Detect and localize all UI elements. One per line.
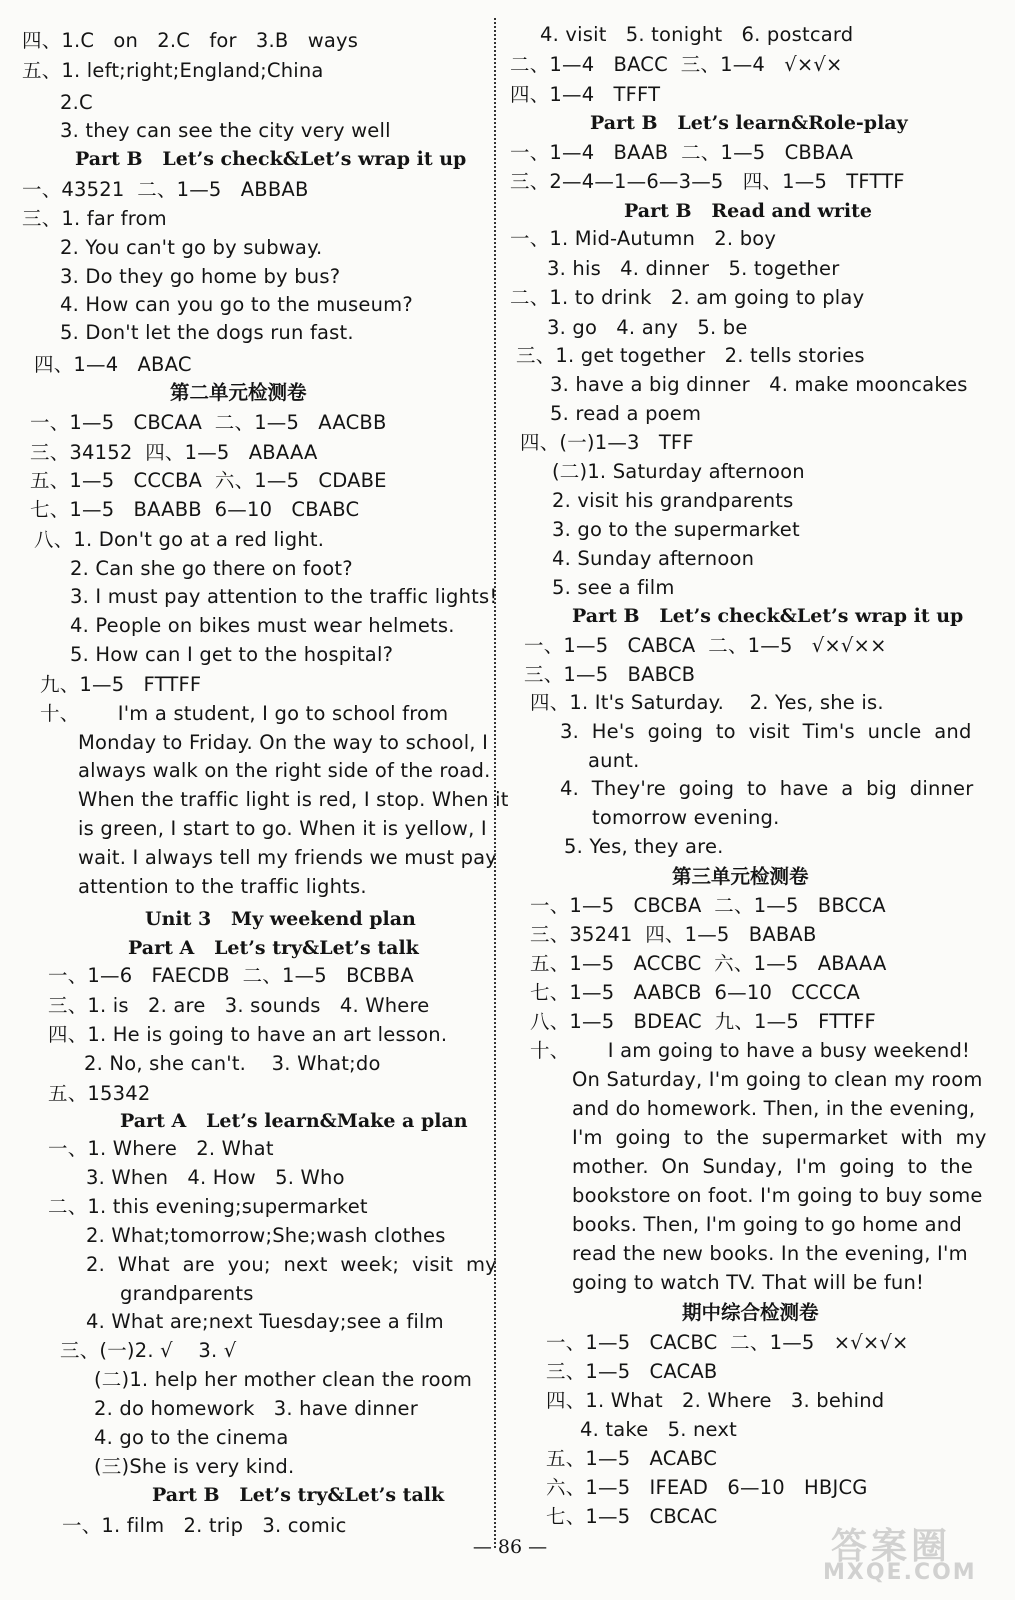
section-heading: Part A Let’s learn&Make a plan xyxy=(120,1110,468,1132)
answer-line: 2. You can't go by subway. xyxy=(60,236,323,259)
answer-line: 2.C xyxy=(60,91,93,114)
section-heading: 期中综合检测卷 xyxy=(682,1301,819,1324)
answer-line: going to watch TV. That will be fun! xyxy=(572,1271,925,1294)
answer-line: 5. How can I get to the hospital? xyxy=(70,643,394,666)
answer-line: 2. do homework 3. have dinner xyxy=(94,1397,418,1420)
answer-line: 二、1—4 BACC 三、1—4 √×√× xyxy=(510,53,843,76)
answer-line: 八、1—5 BDEAC 九、1—5 FTTFF xyxy=(530,1010,876,1033)
answer-line: 3. his 4. dinner 5. together xyxy=(547,257,840,280)
answer-line: (二)1. Saturday afternoon xyxy=(552,460,805,483)
section-heading: Part B Let’s learn&Role-play xyxy=(590,112,908,134)
answer-line: 五、15342 xyxy=(48,1082,151,1105)
answer-line: 七、1—5 CBCAC xyxy=(546,1505,718,1528)
answer-line: 三、(一)2. √ 3. √ xyxy=(60,1339,237,1362)
answer-line: 四、(一)1—3 TFF xyxy=(520,431,694,454)
answer-line: 4. How can you go to the museum? xyxy=(60,293,413,316)
answer-line: On Saturday, I'm going to clean my room xyxy=(572,1068,983,1091)
answer-line: Monday to Friday. On the way to school, I xyxy=(78,731,489,754)
section-heading: Part B Let’s try&Let’s talk xyxy=(152,1484,445,1506)
answer-line: 3. He's going to visit Tim's uncle and xyxy=(560,720,972,743)
answer-line: read the new books. In the evening, I'm xyxy=(572,1242,968,1265)
answer-line: 十、 I'm a student, I go to school from xyxy=(40,702,449,725)
answer-line: 5. read a poem xyxy=(550,402,702,425)
answer-line: 四、1. It's Saturday. 2. Yes, she is. xyxy=(530,691,884,714)
answer-line: 一、1—5 CACBC 二、1—5 ×√×√× xyxy=(546,1331,909,1354)
answer-line: 四、1. What 2. Where 3. behind xyxy=(546,1389,885,1412)
answer-line: 3. I must pay attention to the traffic lights! xyxy=(70,585,498,608)
answer-line: 3. When 4. How 5. Who xyxy=(86,1166,345,1189)
answer-line: aunt. xyxy=(588,749,640,772)
answer-line: 3. go 4. any 5. be xyxy=(547,316,748,339)
answer-line: 四、1—4 ABAC xyxy=(34,353,192,376)
answer-line: bookstore on foot. I'm going to buy some xyxy=(572,1184,983,1207)
answer-line: 4. They're going to have a big dinner xyxy=(560,777,974,800)
answer-line: 一、1. film 2. trip 3. comic xyxy=(62,1514,347,1537)
answer-line: 4. Sunday afternoon xyxy=(552,547,755,570)
answer-line: tomorrow evening. xyxy=(592,806,780,829)
section-heading: Part B Read and write xyxy=(624,200,872,222)
answer-line: 三、1—5 BABCB xyxy=(524,663,696,686)
answer-line: 五、1—5 ACCBC 六、1—5 ABAAA xyxy=(530,952,887,975)
answer-line: 4. visit 5. tonight 6. postcard xyxy=(540,23,854,46)
answer-line: books. Then, I'm going to go home and xyxy=(572,1213,962,1236)
answer-line: 七、1—5 BAABB 6—10 CBABC xyxy=(30,498,360,521)
answer-line: 四、1.C on 2.C for 3.B ways xyxy=(22,29,359,52)
answer-line: grandparents xyxy=(120,1282,254,1305)
answer-line: 一、1—5 CBCAA 二、1—5 AACBB xyxy=(30,411,387,434)
answer-line: 三、1. far from xyxy=(22,207,167,230)
answer-line: 五、1—5 ACABC xyxy=(546,1447,718,1470)
answer-line: and do homework. Then, in the evening, xyxy=(572,1097,976,1120)
answer-line: (二)1. help her mother clean the room xyxy=(94,1368,473,1391)
answer-line: 5. Don't let the dogs run fast. xyxy=(60,321,354,344)
answer-line: 六、1—5 IFEAD 6—10 HBJCG xyxy=(546,1476,868,1499)
answer-line: is green, I start to go. When it is yellow, I xyxy=(78,817,487,840)
answer-line: 一、1—5 CABCA 二、1—5 √×√×× xyxy=(524,634,887,657)
answer-line: 八、1. Don't go at a red light. xyxy=(34,528,325,551)
answer-line: 三、1. get together 2. tells stories xyxy=(516,344,865,367)
answer-line: 三、2—4—1—6—3—5 四、1—5 TFTTF xyxy=(510,170,905,193)
answer-line: always walk on the right side of the road. xyxy=(78,759,491,782)
right-column xyxy=(500,0,1015,1600)
answer-line: (三)She is very kind. xyxy=(94,1455,295,1478)
answer-line: I'm going to the supermarket with my xyxy=(572,1126,987,1149)
answer-line: 3. go to the supermarket xyxy=(552,518,800,541)
answer-line: 4. What are;next Tuesday;see a film xyxy=(86,1310,444,1333)
answer-line: When the traffic light is red, I stop. When it xyxy=(78,788,509,811)
answer-line: 3. Do they go home by bus? xyxy=(60,265,341,288)
answer-line: mother. On Sunday, I'm going to the xyxy=(572,1155,973,1178)
section-heading: Part B Let’s check&Let’s wrap it up xyxy=(75,148,467,170)
watermark-logo xyxy=(813,1518,993,1588)
section-heading: 第三单元检测卷 xyxy=(672,865,809,888)
column-divider xyxy=(494,18,496,1548)
answer-line: 2. visit his grandparents xyxy=(552,489,794,512)
answer-line: 四、1—4 TFFT xyxy=(510,83,661,106)
answer-line: 一、1. Mid-Autumn 2. boy xyxy=(510,227,777,250)
answer-line: 2. No, she can't. 3. What;do xyxy=(84,1052,381,1075)
answer-line: 三、34152 四、1—5 ABAAA xyxy=(30,441,318,464)
page-number: — 86 — xyxy=(472,1536,548,1558)
answer-line: 4. take 5. next xyxy=(580,1418,737,1441)
answer-line: 二、1. to drink 2. am going to play xyxy=(510,286,865,309)
answer-line: 4. go to the cinema xyxy=(94,1426,289,1449)
answer-line: 2. What are you; next week; visit my xyxy=(86,1253,497,1276)
answer-line: 2. What;tomorrow;She;wash clothes xyxy=(86,1224,446,1247)
section-heading: Unit 3 My weekend plan xyxy=(145,908,416,930)
answer-line: 一、1. Where 2. What xyxy=(48,1137,274,1160)
watermark-text: 答案圈 xyxy=(831,1526,952,1567)
answer-line: 2. Can she go there on foot? xyxy=(70,557,353,580)
section-heading: Part A Let’s try&Let’s talk xyxy=(128,937,419,959)
watermark-url: MXQE.COM xyxy=(823,1560,977,1585)
answer-line: 一、1—4 BAAB 二、1—5 CBBAA xyxy=(510,141,854,164)
answer-line: 九、1—5 FTTFF xyxy=(40,673,202,696)
answer-line: 三、1. is 2. are 3. sounds 4. Where xyxy=(48,994,430,1017)
answer-line: attention to the traffic lights. xyxy=(78,875,367,898)
answer-line: 十、 I am going to have a busy weekend! xyxy=(530,1039,971,1062)
answer-line: 五、1. left;right;England;China xyxy=(22,59,324,82)
section-heading: Part B Let’s check&Let’s wrap it up xyxy=(572,605,964,627)
answer-line: 五、1—5 CCCBA 六、1—5 CDABE xyxy=(30,469,387,492)
answer-line: 3. have a big dinner 4. make mooncakes xyxy=(550,373,968,396)
answer-line: 一、43521 二、1—5 ABBAB xyxy=(22,178,309,201)
answer-line: 5. see a film xyxy=(552,576,675,599)
answer-line: 4. People on bikes must wear helmets. xyxy=(70,614,455,637)
answer-line: 二、1. this evening;supermarket xyxy=(48,1195,368,1218)
answer-line: 3. they can see the city very well xyxy=(60,119,391,142)
section-heading: 第二单元检测卷 xyxy=(170,381,307,404)
answer-line: 三、35241 四、1—5 BABAB xyxy=(530,923,817,946)
answer-line: wait. I always tell my friends we must pay xyxy=(78,846,498,869)
answer-line: 七、1—5 AABCB 6—10 CCCCA xyxy=(530,981,861,1004)
answer-line: 5. Yes, they are. xyxy=(564,835,724,858)
answer-line: 四、1. He is going to have an art lesson. xyxy=(48,1023,448,1046)
answer-line: 三、1—5 CACAB xyxy=(546,1360,718,1383)
answer-line: 一、1—6 FAECDB 二、1—5 BCBBA xyxy=(48,964,414,987)
answer-line: 一、1—5 CBCBA 二、1—5 BBCCA xyxy=(530,894,886,917)
